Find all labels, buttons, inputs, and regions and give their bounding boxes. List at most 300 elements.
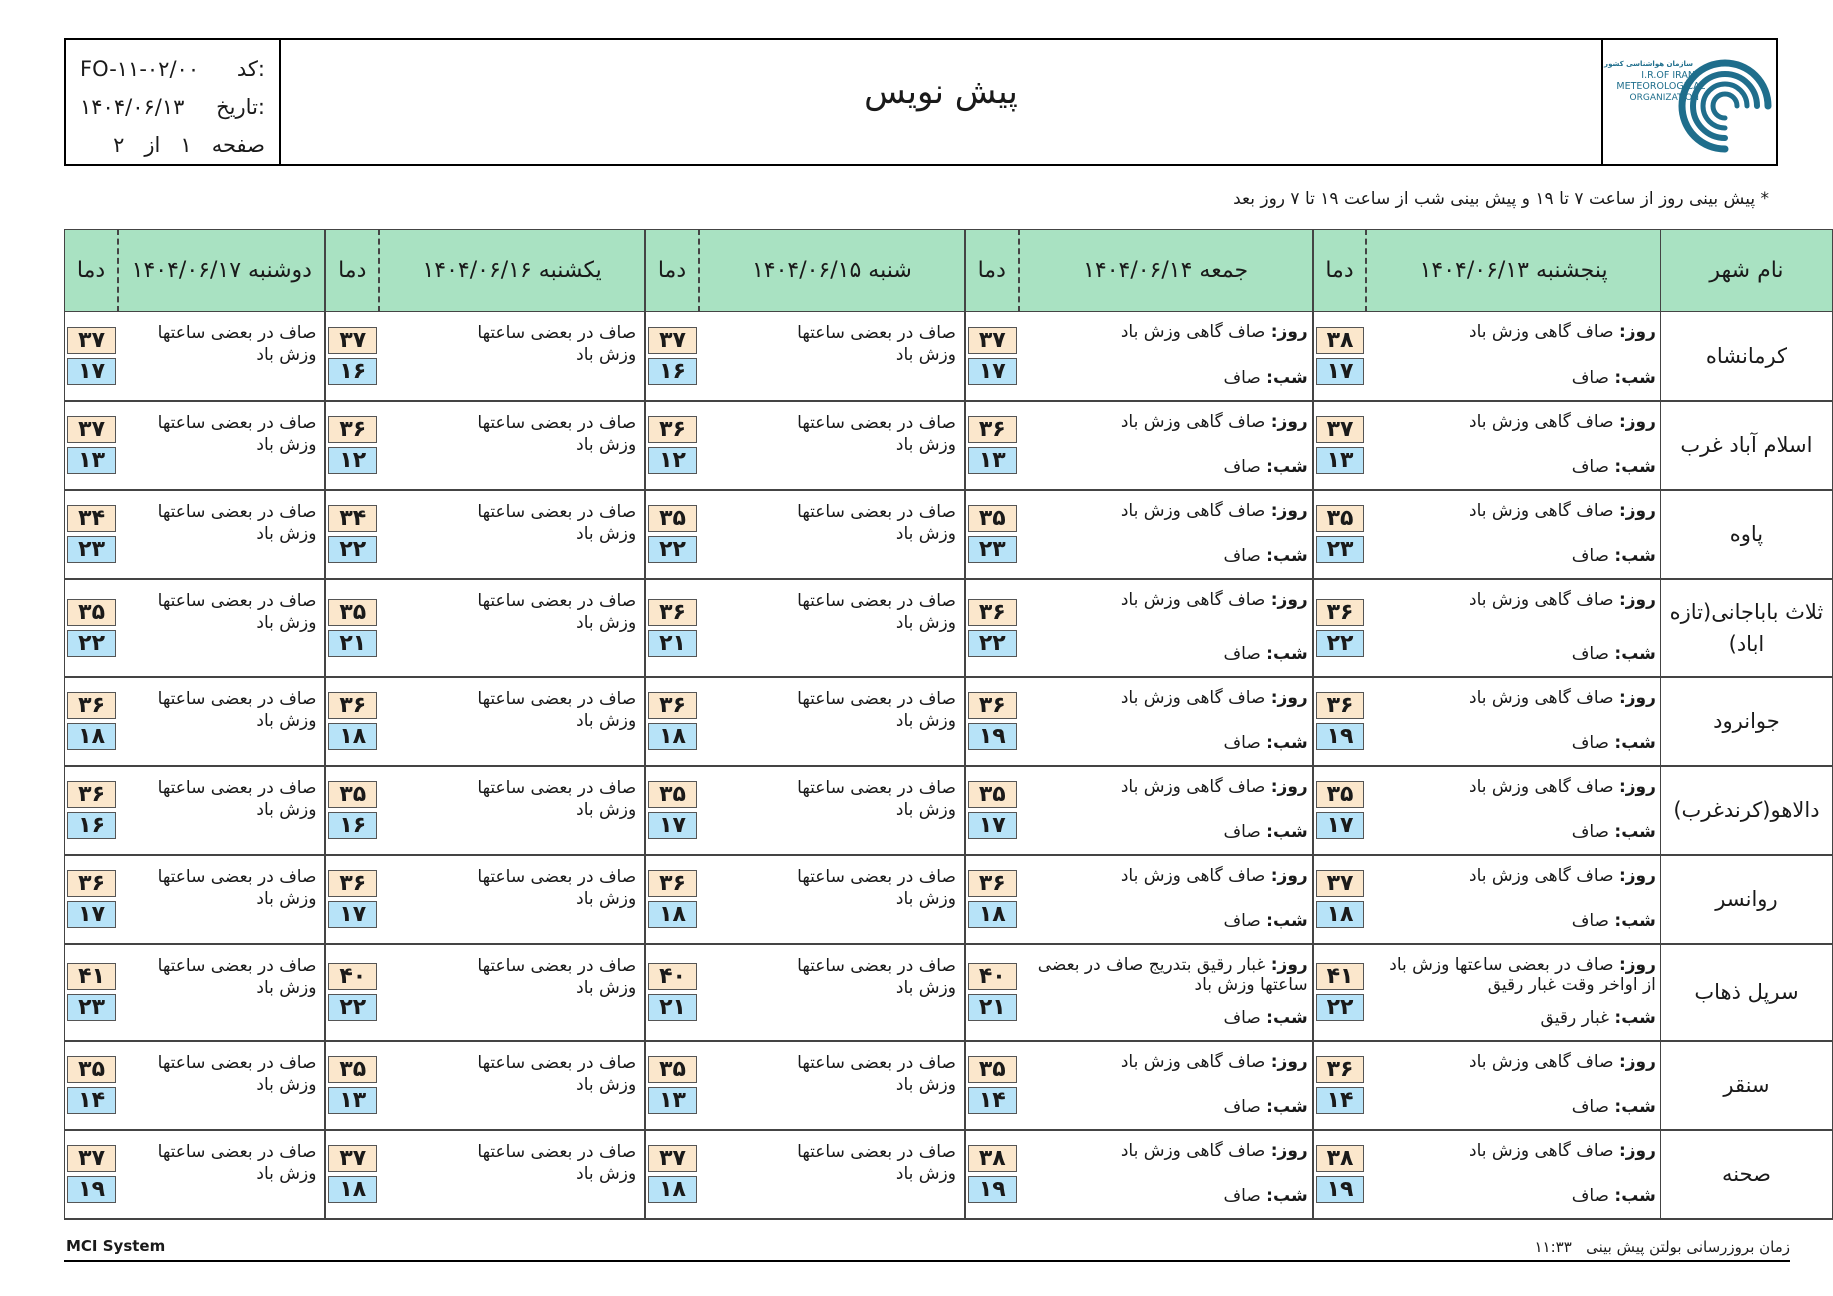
max-temperature: ۴۱ [67, 963, 116, 990]
forecast-cell [379, 1041, 645, 1130]
page-indicator: صفحه ۱ از ۲ [113, 133, 265, 157]
day-night-forecast-cell [1366, 766, 1660, 855]
temperature-pair [966, 1054, 1019, 1116]
min-temperature: ۱۷ [328, 901, 377, 928]
city-name: سنقر [1723, 1073, 1770, 1097]
temperature-pair [1314, 961, 1367, 1023]
day-forecast [1023, 1052, 1308, 1072]
forecast-text-block [466, 501, 636, 545]
night-label: شب: [1614, 545, 1656, 566]
min-temperature: ۱۲ [328, 447, 377, 474]
temperature-pair [1314, 503, 1367, 565]
day-forecast-text: صاف گاهی وزش باد [1469, 865, 1614, 886]
forecast-text: صاف در بعضی ساعتها وزش باد [477, 323, 637, 365]
night-forecast-text: صاف [1223, 545, 1261, 566]
night-label: شب: [1266, 910, 1308, 931]
min-temperature: ۱۶ [328, 812, 377, 839]
min-temperature: ۱۷ [968, 358, 1017, 385]
forecast-cell [379, 401, 645, 490]
max-temperature: ۳۶ [648, 599, 697, 626]
forecast-cell [699, 944, 965, 1041]
max-temperature: ۳۷ [1316, 416, 1365, 443]
document-header [64, 38, 1778, 166]
max-temperature: ۴۱ [1316, 963, 1365, 990]
temperature-pair [65, 1143, 118, 1205]
temperature-cell [1313, 944, 1367, 1041]
page-row [80, 126, 265, 164]
forecast-text-block [146, 322, 316, 366]
max-temperature: ۳۶ [67, 781, 116, 808]
forecast-text: صاف در بعضی ساعتها وزش باد [157, 590, 317, 633]
temperature-pair [326, 1054, 379, 1116]
code-label: کد: [236, 57, 265, 81]
forecast-text: صاف در بعضی ساعتها وزش باد [477, 777, 637, 820]
max-temperature: ۳۷ [328, 327, 377, 354]
city-cell [1660, 677, 1832, 766]
table-row [65, 677, 1833, 766]
forecast-text: صاف در بعضی ساعتها وزش باد [797, 412, 956, 455]
forecast-text: صاف در بعضی ساعتها وزش باد [157, 866, 317, 909]
min-temperature: ۱۹ [67, 1176, 116, 1203]
day-forecast-text: غبار رقیق بتدریج صاف در بعضی ساعتها وزش باد [1037, 954, 1308, 995]
day-forecast [1023, 955, 1308, 995]
min-temperature: ۱۷ [968, 812, 1017, 839]
day-forecast [1370, 1052, 1656, 1072]
temperature-cell [965, 766, 1019, 855]
max-temperature: ۳۶ [1316, 1056, 1365, 1083]
temperature-cell [645, 312, 699, 401]
code-row [80, 50, 265, 88]
night-forecast [1224, 822, 1308, 842]
day-forecast [1370, 688, 1656, 708]
min-temperature: ۲۳ [1316, 536, 1365, 563]
forecast-text-block [146, 412, 316, 456]
forecast-text-block [466, 955, 636, 999]
forecast-cell [118, 855, 325, 944]
city-cell [1660, 1130, 1832, 1219]
min-temperature: ۱۷ [648, 812, 697, 839]
code-value: FO-۱۱-۰۲/۰۰ [80, 57, 200, 81]
night-label: شب: [1266, 456, 1308, 477]
city-cell [1660, 855, 1832, 944]
forecast-cell [379, 766, 645, 855]
city-name: کرمانشاه [1705, 343, 1788, 368]
temp-column-header: دما [1313, 230, 1367, 312]
max-temperature: ۳۶ [648, 870, 697, 897]
forecast-cell [379, 1130, 645, 1219]
day-label: روز: [1618, 500, 1656, 521]
temperature-pair [326, 779, 379, 841]
temperature-cell [965, 855, 1019, 944]
day-night-forecast-cell [1366, 944, 1660, 1041]
table-header-row [65, 230, 1833, 312]
day-column-header: شنبه ۱۴۰۴/۰۶/۱۵ [699, 230, 965, 312]
min-temperature: ۱۳ [1316, 447, 1365, 474]
city-cell [1660, 766, 1832, 855]
temperature-pair [326, 503, 379, 565]
temperature-cell [645, 1130, 699, 1219]
forecast-text: صاف در بعضی ساعتها وزش باد [477, 1052, 637, 1095]
min-temperature: ۲۲ [1316, 994, 1365, 1021]
min-temperature: ۲۲ [648, 536, 697, 563]
max-temperature: ۳۶ [968, 870, 1017, 897]
city-name: صحنه [1721, 1162, 1771, 1186]
forecast-cell [699, 490, 965, 579]
forecast-text: صاف در بعضی ساعتها وزش باد [797, 1141, 956, 1184]
night-forecast-text: صاف [1223, 1096, 1261, 1117]
min-temperature: ۱۴ [67, 1087, 116, 1114]
forecast-text-block [146, 777, 316, 821]
temperature-pair [326, 325, 379, 387]
min-temperature: ۲۲ [1316, 630, 1365, 657]
night-label: شب: [1614, 1007, 1656, 1028]
night-forecast [1224, 546, 1308, 566]
min-temperature: ۱۳ [328, 1087, 377, 1114]
night-forecast [1224, 644, 1308, 664]
night-forecast [1572, 368, 1656, 388]
temperature-pair [646, 325, 699, 387]
temperature-pair [646, 690, 699, 752]
min-temperature: ۲۱ [328, 630, 377, 657]
forecast-text-block [146, 866, 316, 910]
night-label: شب: [1266, 1185, 1308, 1206]
temperature-pair [966, 503, 1019, 565]
temperature-cell [965, 401, 1019, 490]
temperature-pair [646, 961, 699, 1023]
day-label: روز: [1618, 1140, 1656, 1161]
night-label: شب: [1266, 643, 1308, 664]
day-column-header: پنجشنبه ۱۴۰۴/۰۶/۱۳ [1366, 230, 1660, 312]
night-forecast [1224, 457, 1308, 477]
forecast-text-block [786, 955, 956, 999]
min-temperature: ۱۸ [67, 723, 116, 750]
temperature-pair [1314, 414, 1367, 476]
temperature-cell [965, 312, 1019, 401]
temperature-cell [325, 1130, 379, 1219]
forecast-cell [118, 1130, 325, 1219]
day-label: روز: [1618, 411, 1656, 432]
day-forecast [1370, 866, 1656, 886]
min-temperature: ۱۳ [968, 447, 1017, 474]
min-temperature: ۱۸ [648, 901, 697, 928]
temperature-cell [645, 855, 699, 944]
temperature-cell [1313, 1130, 1367, 1219]
city-cell [1660, 944, 1832, 1041]
day-forecast [1023, 777, 1308, 797]
temperature-cell [325, 944, 379, 1041]
forecast-text-block [146, 501, 316, 545]
night-label: شب: [1266, 1096, 1308, 1117]
night-forecast-text: صاف [1571, 1096, 1609, 1117]
night-forecast-text: صاف [1223, 1185, 1261, 1206]
night-forecast-text: صاف [1223, 367, 1261, 388]
table-row [65, 312, 1833, 401]
forecast-cell [699, 677, 965, 766]
forecast-text-block [786, 866, 956, 910]
day-forecast [1370, 1141, 1656, 1161]
night-label: شب: [1614, 910, 1656, 931]
day-forecast-text: صاف گاهی وزش باد [1469, 589, 1614, 610]
min-temperature: ۱۸ [328, 723, 377, 750]
day-label: روز: [1270, 954, 1308, 975]
forecast-text: صاف در بعضی ساعتها وزش باد [477, 866, 637, 909]
day-label: روز: [1270, 411, 1308, 432]
forecast-text: صاف در بعضی ساعتها وزش باد [797, 1052, 956, 1095]
min-temperature: ۱۳ [67, 447, 116, 474]
night-forecast-text: صاف [1223, 456, 1261, 477]
day-forecast [1023, 412, 1308, 432]
max-temperature: ۳۵ [648, 1056, 697, 1083]
night-forecast-text: صاف [1571, 545, 1609, 566]
city-column-header: نام شهر [1660, 230, 1832, 312]
table-row [65, 1130, 1833, 1219]
night-forecast [1224, 1097, 1308, 1117]
day-forecast-text: صاف در بعضی ساعتها وزش باد از اواخر وقت غبار رقیق [1389, 954, 1656, 995]
temperature-cell [65, 766, 119, 855]
forecast-text-block [786, 1052, 956, 1096]
max-temperature: ۳۵ [648, 505, 697, 532]
day-label: روز: [1270, 322, 1308, 342]
forecast-text: صاف در بعضی ساعتها وزش باد [157, 412, 317, 455]
night-forecast-text: صاف [1223, 910, 1261, 931]
forecast-cell [118, 766, 325, 855]
day-label: روز: [1270, 776, 1308, 797]
max-temperature: ۳۶ [328, 416, 377, 443]
temperature-pair [966, 597, 1019, 659]
city-cell [1660, 579, 1832, 677]
forecast-text: صاف در بعضی ساعتها وزش باد [477, 955, 637, 998]
temperature-cell [1313, 677, 1367, 766]
forecast-text-block [466, 322, 636, 366]
night-forecast-text: صاف [1571, 367, 1609, 388]
max-temperature: ۳۶ [968, 599, 1017, 626]
day-label: روز: [1618, 954, 1656, 975]
organization-logo [1601, 40, 1776, 164]
max-temperature: ۳۶ [328, 692, 377, 719]
max-temperature: ۳۷ [67, 1145, 116, 1172]
night-label: شب: [1266, 545, 1308, 566]
temperature-pair [326, 414, 379, 476]
temperature-pair [646, 597, 699, 659]
max-temperature: ۳۶ [67, 692, 116, 719]
table-row [65, 490, 1833, 579]
forecast-table [64, 229, 1833, 1220]
date-value: ۱۴۰۴/۰۶/۱۳ [80, 95, 185, 119]
forecast-text: صاف در بعضی ساعتها وزش باد [797, 866, 956, 909]
forecast-text-block [146, 1141, 316, 1185]
logo-text-en-1: I.R.OF IRAN [1641, 70, 1695, 81]
forecast-text-block [146, 1052, 316, 1096]
city-name: پاوه [1729, 522, 1764, 546]
day-forecast-text: صاف گاهی وزش باد [1469, 1051, 1614, 1072]
forecast-text: صاف در بعضی ساعتها وزش باد [797, 777, 956, 820]
day-night-forecast-cell [1366, 677, 1660, 766]
temperature-cell [65, 944, 119, 1041]
day-label: روز: [1618, 1051, 1656, 1072]
min-temperature: ۱۸ [648, 1176, 697, 1203]
forecast-text: صاف در بعضی ساعتها وزش باد [157, 955, 317, 998]
temp-column-header: دما [65, 230, 119, 312]
day-forecast-text: صاف گاهی وزش باد [1120, 865, 1266, 886]
temperature-pair [65, 779, 118, 841]
day-night-forecast-cell [1366, 1130, 1660, 1219]
night-forecast [1572, 1097, 1656, 1117]
max-temperature: ۳۷ [67, 327, 116, 354]
min-temperature: ۱۷ [1316, 812, 1365, 839]
day-night-forecast-cell [1019, 1130, 1313, 1219]
day-forecast [1023, 866, 1308, 886]
day-forecast-text: صاف گاهی وزش باد [1120, 1140, 1266, 1161]
temperature-cell [645, 401, 699, 490]
day-label: روز: [1270, 865, 1308, 886]
day-night-forecast-cell [1019, 579, 1313, 677]
temperature-pair [1314, 868, 1367, 930]
temperature-cell [965, 579, 1019, 677]
forecast-cell [118, 490, 325, 579]
max-temperature: ۳۶ [328, 870, 377, 897]
min-temperature: ۱۶ [328, 358, 377, 385]
forecast-text: صاف در بعضی ساعتها وزش باد [797, 323, 956, 365]
night-label: شب: [1614, 1185, 1656, 1206]
temperature-cell [1313, 490, 1367, 579]
day-column-header: دوشنبه ۱۴۰۴/۰۶/۱۷ [118, 230, 325, 312]
forecast-text-block [466, 777, 636, 821]
night-label: شب: [1614, 1096, 1656, 1117]
max-temperature: ۳۷ [1316, 870, 1365, 897]
temperature-cell [645, 677, 699, 766]
temperature-cell [1313, 579, 1367, 677]
min-temperature: ۱۹ [968, 723, 1017, 750]
night-label: شب: [1266, 367, 1308, 388]
forecast-cell [118, 944, 325, 1041]
max-temperature: ۳۷ [648, 327, 697, 354]
footer-system-name: MCI System [66, 1237, 166, 1255]
logo-text-en-3: ORGANIZATION [1629, 93, 1699, 103]
forecast-text-block [786, 777, 956, 821]
temperature-cell [65, 1130, 119, 1219]
temperature-cell [325, 579, 379, 677]
forecast-cell [379, 855, 645, 944]
forecast-text-block [466, 412, 636, 456]
forecast-text: صاف در بعضی ساعتها وزش باد [157, 1141, 317, 1184]
min-temperature: ۱۷ [67, 901, 116, 928]
temperature-cell [645, 1041, 699, 1130]
night-forecast-text: صاف [1571, 643, 1609, 664]
day-night-forecast-cell [1019, 490, 1313, 579]
night-label: شب: [1266, 732, 1308, 753]
night-forecast [1572, 822, 1656, 842]
temperature-pair [65, 690, 118, 752]
night-forecast [1572, 644, 1656, 664]
max-temperature: ۳۵ [1316, 505, 1365, 532]
temperature-pair [966, 868, 1019, 930]
forecast-text: صاف در بعضی ساعتها وزش باد [477, 590, 637, 633]
day-night-forecast-cell [1366, 490, 1660, 579]
temperature-pair [1314, 325, 1367, 387]
forecast-cell [699, 1130, 965, 1219]
temperature-pair [646, 414, 699, 476]
max-temperature: ۳۶ [1316, 692, 1365, 719]
temperature-pair [65, 414, 118, 476]
forecast-cell [379, 490, 645, 579]
temperature-cell [65, 312, 119, 401]
night-forecast [1224, 733, 1308, 753]
table-row [65, 1041, 1833, 1130]
temp-column-header: دما [645, 230, 699, 312]
forecast-cell [379, 579, 645, 677]
temperature-pair [646, 1143, 699, 1205]
forecast-cell [118, 401, 325, 490]
night-forecast-text: صاف [1223, 821, 1261, 842]
day-forecast [1023, 688, 1308, 708]
day-label: روز: [1270, 500, 1308, 521]
max-temperature: ۳۶ [1316, 599, 1365, 626]
day-forecast-text: صاف گاهی وزش باد [1120, 322, 1266, 342]
date-label: تاریخ: [216, 95, 265, 119]
temperature-pair [326, 690, 379, 752]
day-forecast [1370, 777, 1656, 797]
night-label: شب: [1614, 643, 1656, 664]
day-forecast [1370, 322, 1656, 342]
table-row [65, 944, 1833, 1041]
temperature-pair [65, 503, 118, 565]
min-temperature: ۱۸ [1316, 901, 1365, 928]
day-night-forecast-cell [1019, 766, 1313, 855]
day-night-forecast-cell [1366, 579, 1660, 677]
temperature-pair [966, 961, 1019, 1023]
forecast-cell [118, 1041, 325, 1130]
table-row [65, 766, 1833, 855]
table-row [65, 855, 1833, 944]
forecast-text: صاف در بعضی ساعتها وزش باد [797, 590, 956, 633]
city-cell [1660, 1041, 1832, 1130]
forecast-text: صاف در بعضی ساعتها وزش باد [157, 688, 317, 731]
temperature-pair [65, 597, 118, 659]
temperature-cell [65, 579, 119, 677]
min-temperature: ۱۴ [1316, 1087, 1365, 1114]
forecast-text: صاف در بعضی ساعتها وزش باد [157, 323, 317, 365]
night-forecast [1572, 733, 1656, 753]
forecast-text-block [466, 1141, 636, 1185]
temperature-pair [966, 690, 1019, 752]
day-label: روز: [1618, 322, 1656, 342]
min-temperature: ۲۳ [67, 536, 116, 563]
temperature-cell [325, 490, 379, 579]
day-forecast-text: صاف گاهی وزش باد [1469, 500, 1614, 521]
max-temperature: ۳۵ [968, 505, 1017, 532]
temperature-cell [325, 401, 379, 490]
max-temperature: ۳۸ [1316, 1145, 1365, 1172]
min-temperature: ۲۲ [328, 994, 377, 1021]
max-temperature: ۳۶ [968, 692, 1017, 719]
day-column-header: یکشنبه ۱۴۰۴/۰۶/۱۶ [379, 230, 645, 312]
day-forecast [1023, 322, 1308, 342]
meteorological-organization-logo-icon [1604, 46, 1773, 161]
day-night-forecast-cell [1019, 401, 1313, 490]
day-label: روز: [1618, 589, 1656, 610]
min-temperature: ۲۲ [67, 630, 116, 657]
night-forecast-text: صاف [1223, 1007, 1261, 1028]
temperature-pair [65, 1054, 118, 1116]
temperature-cell [325, 855, 379, 944]
max-temperature: ۳۸ [1316, 327, 1365, 354]
temperature-pair [65, 868, 118, 930]
max-temperature: ۳۴ [67, 505, 116, 532]
max-temperature: ۳۵ [648, 781, 697, 808]
temperature-pair [1314, 597, 1367, 659]
day-forecast-text: صاف گاهی وزش باد [1120, 500, 1266, 521]
night-label: شب: [1266, 821, 1308, 842]
